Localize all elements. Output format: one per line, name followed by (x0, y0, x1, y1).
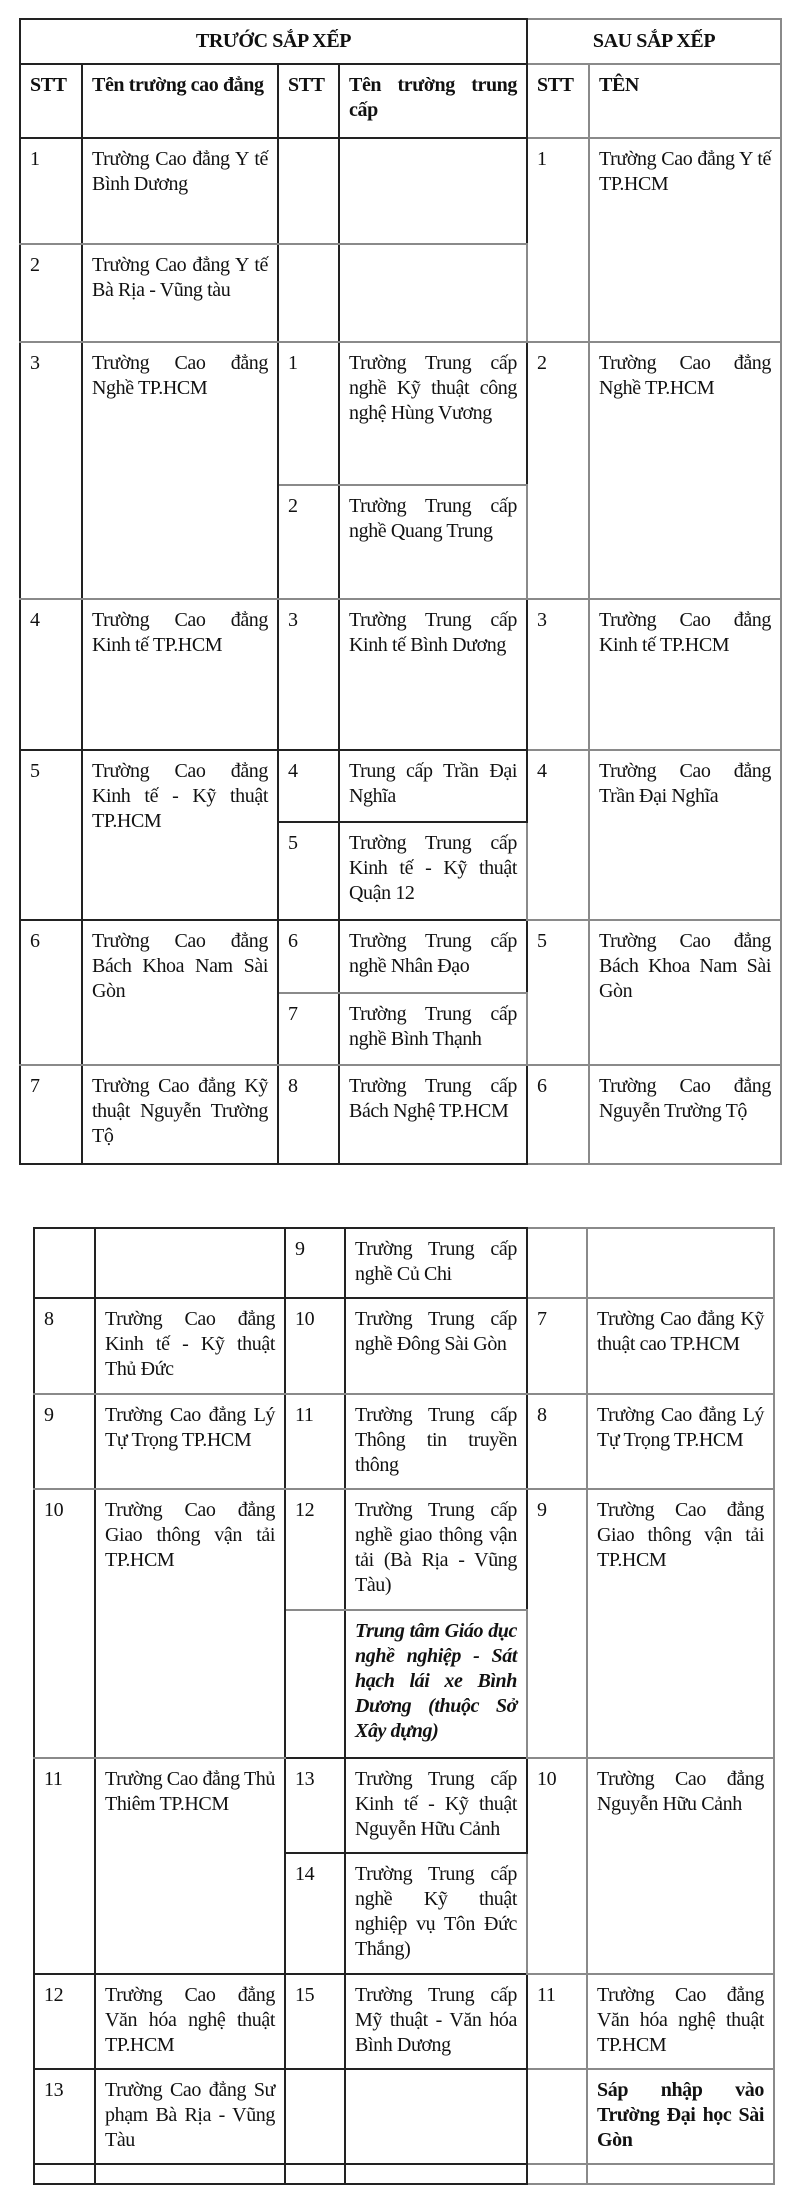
intermediate-name: Trường Trung cấp nghề giao thông vận tải (Bà Rịa - Vũng Tàu) (345, 1489, 527, 1610)
college-name: Trường Cao đẳng Nghề TP.HCM (82, 342, 278, 599)
intermediate-name: Trường Trung cấp Kinh tế - Kỹ thuật Quận 12 (339, 822, 527, 920)
empty-cell (339, 244, 527, 342)
empty-cell (527, 2069, 587, 2164)
row-stt: 11 (34, 1758, 95, 1974)
after-stt: 10 (527, 1758, 587, 1974)
table-row (20, 1065, 781, 1164)
after-name: Trường Cao đẳng Lý Tự Trọng TP.HCM (587, 1394, 774, 1489)
col-stt: STT (278, 64, 339, 138)
table-row (20, 750, 781, 822)
intermediate-stt: 12 (285, 1489, 345, 1610)
after-stt: 2 (527, 342, 589, 599)
after-name: Trường Cao đẳng Kinh tế TP.HCM (589, 599, 781, 750)
col-name: TÊN (589, 64, 781, 138)
intermediate-stt: 6 (278, 920, 339, 993)
after-stt: 8 (527, 1394, 587, 1489)
intermediate-stt: 4 (278, 750, 339, 822)
intermediate-name: Trường Trung cấp nghề Kỹ thuật công nghệ Hùng Vương (339, 342, 527, 485)
intermediate-stt: 10 (285, 1298, 345, 1394)
intermediate-name: Trường Trung cấp nghề Kỹ thuật nghiệp vụ Tôn Đức Thắng) (345, 1853, 527, 1974)
college-name: Trường Cao đẳng Kinh tế - Kỹ thuật Thủ Đức (95, 1298, 285, 1394)
intermediate-stt: 9 (285, 1228, 345, 1298)
col-intermediate: Tên trường trung cấp (339, 64, 527, 138)
empty-cell (587, 2164, 774, 2184)
after-name: Trường Cao đẳng Giao thông vận tải TP.HCM (587, 1489, 774, 1758)
intermediate-name: Trường Trung cấp nghề Quang Trung (339, 485, 527, 599)
table-row (34, 2164, 774, 2184)
college-name: Trường Cao đẳng Giao thông vận tải TP.HCM (95, 1489, 285, 1758)
after-name: Sáp nhập vào Trường Đại học Sài Gòn (587, 2069, 774, 2164)
after-name: Trường Cao đẳng Nguyễn Trường Tộ (589, 1065, 781, 1164)
intermediate-stt: 8 (278, 1065, 339, 1164)
table-row (34, 1489, 774, 1610)
intermediate-stt: 15 (285, 1974, 345, 2069)
college-name: Trường Cao đẳng Y tế Bình Dương (82, 138, 278, 244)
after-stt: 4 (527, 750, 589, 920)
empty-cell (285, 2164, 345, 2184)
empty-cell (339, 138, 527, 244)
college-name: Trường Cao đẳng Lý Tự Trọng TP.HCM (95, 1394, 285, 1489)
empty-cell (34, 1228, 95, 1298)
intermediate-name: Trường Trung cấp nghề Bình Thạnh (339, 993, 527, 1065)
row-stt: 12 (34, 1974, 95, 2069)
row-stt: 3 (20, 342, 82, 599)
intermediate-name: Trường Trung cấp nghề Củ Chi (345, 1228, 527, 1298)
after-name: Trường Cao đẳng Trần Đại Nghĩa (589, 750, 781, 920)
after-stt: 7 (527, 1298, 587, 1394)
row-stt: 4 (20, 599, 82, 750)
row-stt: 2 (20, 244, 82, 342)
intermediate-name: Trường Trung cấp Kinh tế - Kỹ thuật Nguyễn Hữu Cảnh (345, 1758, 527, 1853)
after-heading: SAU SẮP XẾP (527, 19, 781, 64)
col-college: Tên trường cao đẳng (82, 64, 278, 138)
row-stt: 10 (34, 1489, 95, 1758)
table-row (34, 2069, 774, 2164)
college-name: Trường Cao đẳng Văn hóa nghệ thuật TP.HCM (95, 1974, 285, 2069)
after-stt: 1 (527, 138, 589, 342)
after-name: Trường Cao đẳng Y tế TP.HCM (589, 138, 781, 342)
empty-cell (278, 244, 339, 342)
intermediate-name: Trung cấp Trần Đại Nghĩa (339, 750, 527, 822)
row-stt: 1 (20, 138, 82, 244)
table-row (34, 1758, 774, 1853)
merger-table-part-1 (19, 18, 782, 1165)
college-name: Trường Cao đẳng Kinh tế TP.HCM (82, 599, 278, 750)
college-name: Trường Cao đẳng Kỹ thuật Nguyễn Trường Tộ (82, 1065, 278, 1164)
intermediate-name: Trung tâm Giáo dục nghề nghiệp - Sát hạch lái xe Bình Dương (thuộc Sở Xây dựng) (345, 1610, 527, 1758)
after-name: Trường Cao đẳng Văn hóa nghệ thuật TP.HCM (587, 1974, 774, 2069)
table-row (20, 342, 781, 485)
after-name: Trường Cao đẳng Bách Khoa Nam Sài Gòn (589, 920, 781, 1065)
college-name: Trường Cao đẳng Bách Khoa Nam Sài Gòn (82, 920, 278, 1065)
empty-cell (587, 1228, 774, 1298)
empty-cell (278, 138, 339, 244)
intermediate-stt: 11 (285, 1394, 345, 1489)
empty-cell (345, 2164, 527, 2184)
table-row (20, 920, 781, 993)
college-name: Trường Cao đẳng Thủ Thiêm TP.HCM (95, 1758, 285, 1974)
college-name: Trường Cao đẳng Y tế Bà Rịa - Vũng tàu (82, 244, 278, 342)
empty-cell (285, 2069, 345, 2164)
empty-cell (527, 1228, 587, 1298)
after-stt: 3 (527, 599, 589, 750)
row-stt: 5 (20, 750, 82, 920)
empty-cell (285, 1610, 345, 1758)
intermediate-stt: 7 (278, 993, 339, 1065)
intermediate-name: Trường Trung cấp nghề Đông Sài Gòn (345, 1298, 527, 1394)
after-stt: 6 (527, 1065, 589, 1164)
merger-table-part-2 (33, 1227, 775, 2185)
table-row (20, 599, 781, 750)
intermediate-name: Trường Trung cấp Bách Nghệ TP.HCM (339, 1065, 527, 1164)
table-row (34, 1298, 774, 1394)
intermediate-stt: 5 (278, 822, 339, 920)
row-stt: 9 (34, 1394, 95, 1489)
empty-cell (95, 1228, 285, 1298)
row-stt: 8 (34, 1298, 95, 1394)
college-name: Trường Cao đẳng Sư phạm Bà Rịa - Vũng Tàu (95, 2069, 285, 2164)
after-stt: 9 (527, 1489, 587, 1758)
after-name: Trường Cao đẳng Kỹ thuật cao TP.HCM (587, 1298, 774, 1394)
after-name: Trường Cao đẳng Nghề TP.HCM (589, 342, 781, 599)
intermediate-stt: 1 (278, 342, 339, 485)
after-stt: 11 (527, 1974, 587, 2069)
after-stt: 5 (527, 920, 589, 1065)
empty-cell (34, 2164, 95, 2184)
college-name: Trường Cao đẳng Kinh tế - Kỹ thuật TP.HCM (82, 750, 278, 920)
intermediate-name: Trường Trung cấp Thông tin truyền thông (345, 1394, 527, 1489)
intermediate-stt: 14 (285, 1853, 345, 1974)
after-name: Trường Cao đẳng Nguyễn Hữu Cảnh (587, 1758, 774, 1974)
table-row (34, 1394, 774, 1489)
table-row (20, 138, 781, 244)
intermediate-name: Trường Trung cấp Mỹ thuật - Văn hóa Bình Dương (345, 1974, 527, 2069)
table-row (34, 1974, 774, 2069)
before-heading: TRƯỚC SẮP XẾP (20, 19, 527, 64)
row-stt: 6 (20, 920, 82, 1065)
row-stt: 13 (34, 2069, 95, 2164)
intermediate-name: Trường Trung cấp Kinh tế Bình Dương (339, 599, 527, 750)
col-stt: STT (527, 64, 589, 138)
col-stt: STT (20, 64, 82, 138)
empty-cell (527, 2164, 587, 2184)
row-stt: 7 (20, 1065, 82, 1164)
empty-cell (345, 2069, 527, 2164)
intermediate-stt: 3 (278, 599, 339, 750)
intermediate-name: Trường Trung cấp nghề Nhân Đạo (339, 920, 527, 993)
empty-cell (95, 2164, 285, 2184)
intermediate-stt: 13 (285, 1758, 345, 1853)
table-row (34, 1228, 774, 1298)
intermediate-stt: 2 (278, 485, 339, 599)
